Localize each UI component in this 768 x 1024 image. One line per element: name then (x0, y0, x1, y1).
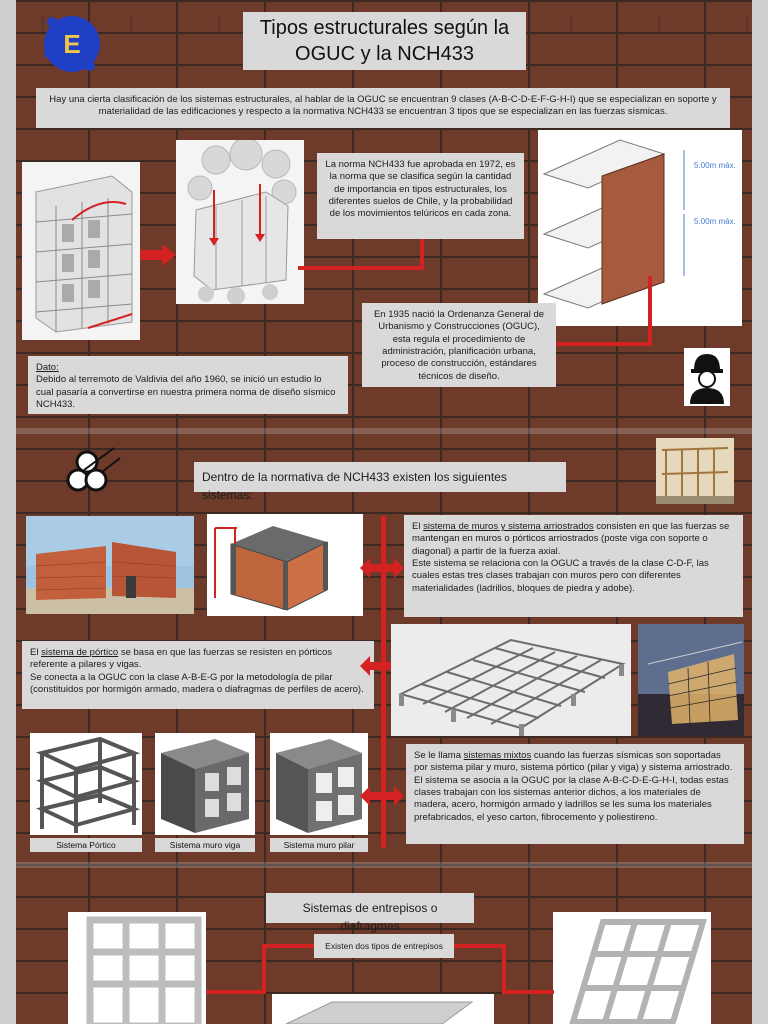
section-divider (16, 862, 752, 868)
floor-grid-image-left (68, 912, 206, 1024)
connector-line (502, 944, 506, 994)
muros-description: El sistema de muros y sistema arriostrados consisten en que las fuerzas se mantengan en muros o pórticos arriostrados (poste viga con soporte o diagonal) a partir de la fuerza axial. Este sistema se relaciona con la OGUC a través de la clase C-D-F, las cuales estas tres clases trabajan con muros pero con diferentes materialidades (ladrillos, bloques de piedra y adobe). (404, 515, 743, 617)
oguc-description: En 1935 nació la Ordenanza General de Urbanismo y Construcciones (OGUC), esta regula el procedimiento de administración, planificación urbana, proceso de construcción, estándares técnicos de diseño. (362, 303, 556, 387)
nch433-description: La norma NCH433 fue aprobada en 1972, es la norma que se clasifica según la cantidad de importancia en tipos estructurales, los diferentes suelos de Chile, y la probabilidad de los movimientos telúricos en cada zona. (317, 153, 524, 239)
dimension-label-top: 5.00m máx. (694, 161, 736, 170)
connector-line (298, 266, 424, 270)
arrow-right-icon (140, 244, 176, 271)
double-arrow-icon (360, 786, 404, 811)
portico-framework-image (391, 624, 631, 736)
building-frame-image (22, 162, 140, 340)
dato-text: Debido al terremoto de Valdivia del año 1960, se inició un estudio lo cual pasaría a convertirse en nuestra primera norma de diseño sísmico NCH433. (36, 374, 336, 411)
caption-muro-viga: Sistema muro viga (155, 838, 255, 852)
title-line-2: OGUC y la NCH433 (295, 43, 474, 65)
left-strip (0, 0, 16, 1024)
section-divider (16, 428, 752, 434)
portico-system-image (30, 733, 142, 835)
connector-line (454, 944, 506, 948)
glass-building-photo (638, 624, 744, 736)
wall-height-diagram (538, 130, 742, 326)
slab-image (272, 994, 494, 1024)
page-title (243, 12, 526, 70)
mixtos-description: Se le llama sistemas mixtos cuando las fuerzas sísmicas son soportadas por sistema pilar y muro, sistema pórtico (pilar y viga) y sistema arriostrado. El sistema se asocia a la OGUC por la clase A-B-C-D-E-G-H-I, todas estas clases trabajan con los sistemas anterior dichos, a los materiales de madera, acero, hormigón armado y ladrillos se les suma los materiales prefabricados, el yeso carton, fibrocemento y poliestireno. (406, 744, 744, 844)
connector-line (648, 276, 652, 346)
mixtos-term: sistemas mixtos (463, 750, 532, 761)
dimension-label-bottom: 5.00m máx. (694, 217, 736, 226)
wood-frame-image (656, 438, 734, 504)
collapsing-building-image (176, 140, 304, 304)
portico-term: sistema de pórtico (41, 647, 119, 658)
connector-line (262, 944, 266, 994)
logo-icon (38, 14, 104, 74)
floor-grid-image-right (553, 912, 711, 1024)
systems-header: Dentro de la normativa de NCH433 existen los siguientes sistemas: (194, 462, 566, 492)
title-line-1: Tipos estructurales según la (259, 17, 510, 39)
entrepisos-header: Sistemas de entrepisos o diafragmas (266, 893, 474, 923)
right-strip (752, 0, 768, 1024)
brick-construction-photo (26, 516, 194, 614)
intro-text: Hay una cierta clasificación de los sistemas estructurales, al hablar de la OGUC se encuentran 9 clases (A-B-C-D-E-F-G-H-I) que se especializan en soporte y materialidad de las edificaciones y respecto a la normativa NCH433 se encuentran 3 tipos que se especializan en las fuerzas sísmicas. (36, 88, 730, 128)
logo (38, 14, 104, 74)
connector-line (556, 342, 652, 346)
connector-line (420, 239, 424, 270)
logo-letter: E (63, 29, 81, 59)
muros-term: sistema de muros y sistema arriostrados (423, 521, 594, 532)
pipes-icon (62, 440, 122, 496)
worker-icon (684, 348, 730, 406)
muro-viga-system-image (155, 733, 255, 835)
muro-pilar-system-image (270, 733, 368, 835)
connector-line (262, 944, 314, 948)
dato-box (28, 356, 348, 414)
brick-wall-diagram (207, 514, 363, 616)
double-arrow-icon (360, 558, 404, 583)
connector-line (206, 990, 266, 994)
connector-line (502, 990, 554, 994)
portico-description: El sistema de pórtico se basa en que las fuerzas se resisten en pórticos referente a pilares y vigas. Se conecta a la OGUC con la clase A-B-E-G por la metodología de pilar (constituidos por hormigón armado, madera o diafragmas de perfiles de acero). (22, 641, 374, 709)
caption-portico: Sistema Pórtico (30, 838, 142, 852)
entrepisos-subtitle: Existen dos tipos de entrepisos (314, 934, 454, 958)
caption-muro-pilar: Sistema muro pilar (270, 838, 368, 852)
dato-label: Dato: (36, 362, 59, 373)
